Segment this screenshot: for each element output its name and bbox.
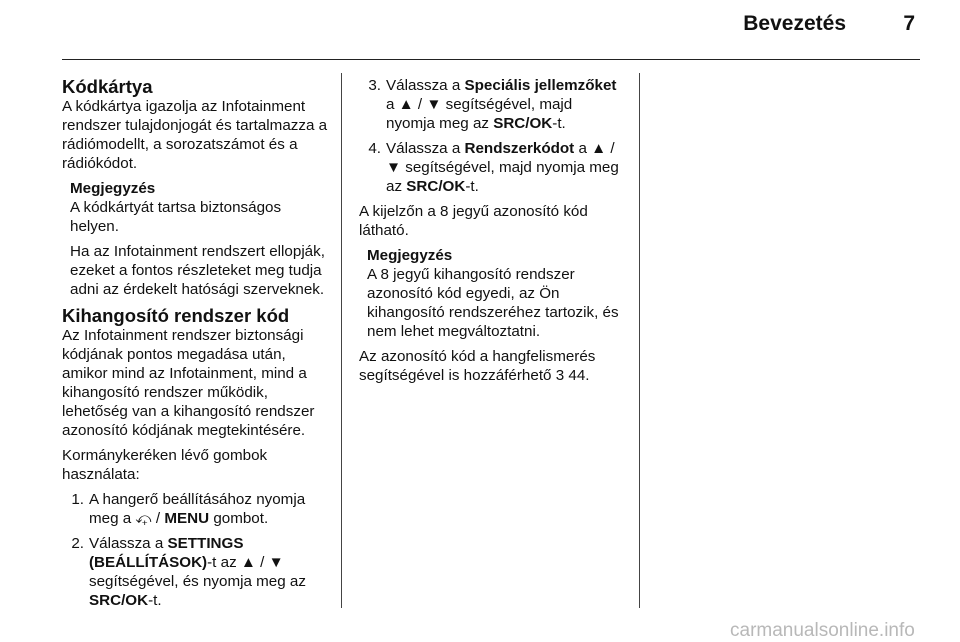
list-item — [62, 490, 328, 528]
list-item — [359, 139, 625, 196]
section-heading-kodkartya: Kódkártya — [62, 76, 153, 97]
step-keyword: Speciális jellemzőket — [464, 77, 617, 94]
step-text: Válassza a — [89, 535, 168, 552]
column-2 — [359, 76, 625, 385]
watermark: carmanualsonline.info — [730, 620, 915, 641]
step-number: 3. — [368, 77, 381, 94]
step-text: gombot. — [209, 510, 269, 527]
paragraph — [359, 347, 625, 385]
step-number: 2. — [71, 535, 84, 552]
step-text: Válassza a — [386, 140, 465, 157]
note-text: Ha az Infotainment rendszert ellopják, ezeket a fontos részleteket meg tudja adni az érdekelt hatósági szerveknek. — [70, 243, 325, 298]
step-number: 1. — [71, 491, 84, 508]
step-number: 4. — [368, 140, 381, 157]
page-header-title: Bevezetés — [743, 12, 846, 35]
step-text: a ▲ / ▼ segítségével, majd nyomja meg az — [386, 96, 573, 132]
paragraph: A kódkártya igazolja az Infotainment rendszer tulajdonjogát és tartalmazza a rádiómodellt, a sorozatszámot és a rádiókódot. — [62, 98, 328, 172]
step-keyword: SRC/OK — [406, 178, 466, 195]
note-box — [70, 179, 328, 299]
header-rule — [62, 59, 920, 60]
step-keyword: Rendszerkódot — [464, 140, 575, 157]
step-text: A hangerő beállításához nyomja meg a — [89, 491, 306, 527]
step-text: -t. — [552, 115, 566, 132]
column-1 — [62, 76, 328, 610]
column-divider-1 — [341, 73, 342, 608]
section-heading-kihangosito: Kihangosító rendszer kód — [62, 305, 290, 326]
note-text: A 8 jegyű kihangosító rendszer azonosító kód egyedi, az Ön kihangosító rendszeréhez tartozik, és nem lehet megváltoztatni. — [367, 266, 619, 340]
note-title: Megjegyzés — [70, 180, 156, 197]
note-box — [367, 246, 625, 341]
page-reference-icon: 3 — [555, 367, 565, 384]
note-title: Megjegyzés — [367, 247, 453, 264]
phone-hangup-icon: ⤽ — [135, 510, 152, 527]
step-text: -t az ▲ / ▼ segítségével, és nyomja meg az — [89, 554, 306, 590]
step-text: Válassza a — [386, 77, 465, 94]
step-text: a ▲ / ▼ segítségével, majd nyomja meg az — [386, 140, 619, 195]
note-text: A kódkártyát tartsa biztonságos helyen. — [70, 199, 282, 235]
step-keyword: MENU — [164, 510, 210, 527]
step-keyword: SRC/OK — [493, 115, 553, 132]
step-text: -t. — [465, 178, 479, 195]
page-reference-number: 44. — [564, 367, 590, 384]
paragraph: A kijelzőn a 8 jegyű azonosító kód látható. — [359, 203, 588, 239]
paragraph: Kormánykeréken lévő gombok használata: — [62, 447, 268, 483]
column-divider-2 — [639, 73, 640, 608]
list-item — [62, 534, 328, 610]
paragraph: Az Infotainment rendszer biztonsági kódjának pontos megadása után, amikor mind az Infotainment, mind a kihangosító rendszer működik, lehetőség van a kihangosító rendszer azonosító kódjának megtekintésére. — [62, 327, 315, 439]
step-text: / — [151, 510, 165, 527]
page-number: 7 — [903, 12, 915, 35]
step-text: -t. — [148, 592, 162, 609]
step-keyword: SETTINGS (BEÁLLÍTÁSOK) — [89, 535, 244, 571]
step-keyword: SRC/OK — [89, 592, 149, 609]
list-item — [359, 76, 625, 133]
paragraph-text: Az azonosító kód a hangfelismerés segítségével is hozzáférhető — [359, 348, 596, 384]
